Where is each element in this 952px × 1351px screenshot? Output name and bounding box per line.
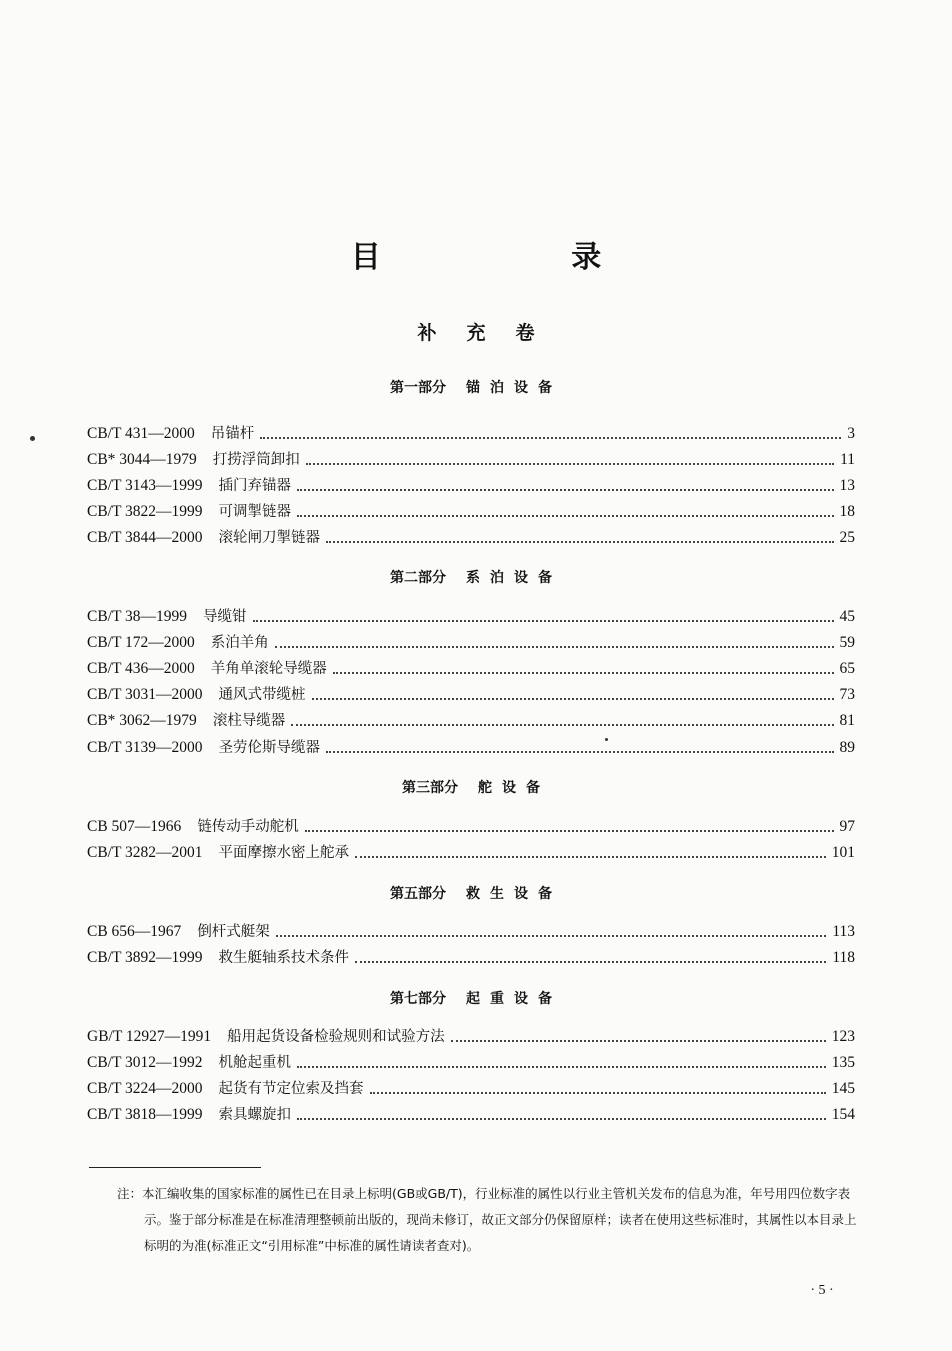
standard-code: CB/T 3139—2000	[87, 739, 203, 756]
page-ref: 45	[839, 608, 855, 625]
standard-code: CB/T 436—2000	[87, 660, 195, 677]
dot-leader	[260, 437, 841, 439]
section-name: 锚泊设备	[466, 380, 562, 396]
standard-name: 链传动手动舵机	[197, 819, 299, 835]
page-ref: 145	[831, 1080, 855, 1097]
dot-leader	[297, 515, 833, 517]
page-ref: 118	[832, 949, 855, 966]
toc-entry[interactable]	[87, 448, 855, 470]
toc-entry[interactable]	[87, 631, 855, 653]
standard-name: 插门弃锚器	[218, 478, 292, 494]
dot-leader	[326, 751, 833, 753]
dot-leader	[291, 724, 833, 726]
standard-code: CB/T 3224—2000	[87, 1080, 203, 1097]
dot-leader	[355, 961, 826, 963]
standard-code: GB/T 12927—1991	[87, 1028, 212, 1045]
footnote-rule	[89, 1167, 261, 1168]
section-heading	[0, 567, 952, 587]
toc-entry[interactable]	[87, 736, 855, 758]
standard-code: CB/T 3844—2000	[87, 529, 203, 546]
standard-name: 打捞浮筒卸扣	[212, 452, 300, 468]
standard-name: 通风式带缆桩	[218, 687, 306, 703]
toc-entry[interactable]	[87, 474, 855, 496]
dot-leader	[253, 620, 834, 622]
page-ref: 89	[839, 739, 855, 756]
toc-entry[interactable]	[87, 500, 855, 522]
toc-entry[interactable]	[87, 709, 855, 731]
dot-leader	[312, 698, 834, 700]
section-name: 起重设备	[466, 991, 562, 1007]
standard-name: 导缆钳	[203, 609, 247, 625]
standard-code: CB 507—1966	[87, 818, 182, 835]
page-ref: 13	[839, 477, 855, 494]
standard-name: 索具螺旋扣	[218, 1107, 292, 1123]
page-ref: 101	[831, 844, 855, 861]
toc-entry[interactable]	[87, 1077, 855, 1099]
page-number: · 5 ·	[810, 1283, 834, 1298]
dot-leader	[275, 646, 834, 648]
dot-leader	[276, 935, 827, 937]
standard-code: CB/T 431—2000	[87, 425, 195, 442]
standard-code: CB/T 3143—1999	[87, 477, 203, 494]
section-heading	[0, 377, 952, 397]
toc-entry[interactable]	[87, 841, 855, 863]
section-heading	[0, 777, 952, 797]
dot-leader	[297, 489, 833, 491]
standard-code: CB/T 172—2000	[87, 634, 195, 651]
toc-entry[interactable]	[87, 422, 855, 444]
standard-name: 吊锚杆	[210, 426, 255, 442]
dot-leader	[297, 1066, 826, 1068]
dot-leader	[326, 541, 833, 543]
toc-entry[interactable]	[87, 920, 855, 942]
standard-name: 机舱起重机	[218, 1055, 292, 1071]
standard-code: CB/T 3818—1999	[87, 1106, 203, 1123]
section-number: 第二部分	[390, 570, 446, 586]
section-number: 第七部分	[390, 991, 446, 1007]
standard-code: CB* 3044—1979	[87, 451, 197, 468]
dot-leader	[451, 1040, 826, 1042]
toc-entry[interactable]	[87, 1051, 855, 1073]
standard-name: 船用起货设备检验规则和试验方法	[227, 1029, 445, 1045]
standard-code: CB/T 3282—2001	[87, 844, 203, 861]
page-ref: 3	[847, 425, 855, 442]
scan-speck	[30, 436, 35, 441]
toc-entry[interactable]	[87, 1103, 855, 1125]
page-ref: 113	[832, 923, 855, 940]
standard-code: CB/T 38—1999	[87, 608, 188, 625]
page-title: 目 录	[350, 240, 692, 275]
standard-name: 圣劳伦斯导缆器	[218, 740, 321, 756]
standard-name: 系泊羊角	[210, 635, 269, 651]
page-ref: 154	[831, 1106, 855, 1123]
page-ref: 11	[840, 451, 855, 468]
dot-leader	[305, 830, 834, 832]
standard-name: 平面摩擦水密上舵承	[218, 845, 350, 861]
toc-entry[interactable]	[87, 946, 855, 968]
page-ref: 135	[831, 1054, 855, 1071]
section-number: 第三部分	[402, 780, 458, 796]
page-ref: 65	[839, 660, 855, 677]
standard-name: 可调掣链器	[218, 504, 292, 520]
toc-entry[interactable]	[87, 683, 855, 705]
dot-leader	[297, 1118, 826, 1120]
toc-entry[interactable]	[87, 657, 855, 679]
section-number: 第一部分	[390, 380, 446, 396]
section-heading	[0, 883, 952, 903]
standard-name: 羊角单滚轮导缆器	[210, 661, 327, 677]
standard-code: CB* 3062—1979	[87, 712, 197, 729]
page-ref: 123	[831, 1028, 855, 1045]
standard-code: CB/T 3822—1999	[87, 503, 203, 520]
standard-code: CB 656—1967	[87, 923, 182, 940]
standard-name: 倒杆式艇架	[197, 924, 270, 940]
dot-leader	[355, 856, 826, 858]
scan-speck	[605, 738, 608, 741]
section-heading	[0, 988, 952, 1008]
dot-leader	[370, 1092, 826, 1094]
standard-name: 滚柱导缆器	[212, 713, 286, 729]
footnote: 注：本汇编收集的国家标准的属性已在目录上标明(GB或GB/T)，行业标准的属性以行业主管机关发布的信息为准，年号用四位数字表示。鉴于部分标准是在标准清理整顿前出版的，现尚未修订，故正文部分仍保留原样；读者在使用这些标准时，其属性以本目录上标明的为准(标准正文“引用标准”中标准的属性请读者查对)。	[117, 1186, 857, 1253]
volume-title: 补充卷	[417, 322, 565, 344]
standard-code: CB/T 3892—1999	[87, 949, 203, 966]
standard-code: CB/T 3012—1992	[87, 1054, 203, 1071]
standard-name: 滚轮闸刀掣链器	[218, 530, 321, 546]
standard-name: 救生艇轴系技术条件	[218, 950, 350, 966]
section-name: 救生设备	[466, 886, 562, 902]
page-ref: 18	[839, 503, 855, 520]
standard-code: CB/T 3031—2000	[87, 686, 203, 703]
section-name: 系泊设备	[466, 570, 562, 586]
page-ref: 97	[839, 818, 855, 835]
section-number: 第五部分	[390, 886, 446, 902]
section-name: 舵设备	[478, 780, 550, 796]
toc-entry[interactable]	[87, 526, 855, 548]
dot-leader	[306, 463, 834, 465]
page-ref: 81	[839, 712, 855, 729]
toc-entry[interactable]	[87, 815, 855, 837]
page-ref: 25	[839, 529, 855, 546]
toc-entry[interactable]	[87, 605, 855, 627]
page-ref: 59	[839, 634, 855, 651]
page-ref: 73	[839, 686, 855, 703]
standard-name: 起货有节定位索及挡套	[218, 1081, 364, 1097]
dot-leader	[333, 672, 834, 674]
toc-entry[interactable]	[87, 1025, 855, 1047]
